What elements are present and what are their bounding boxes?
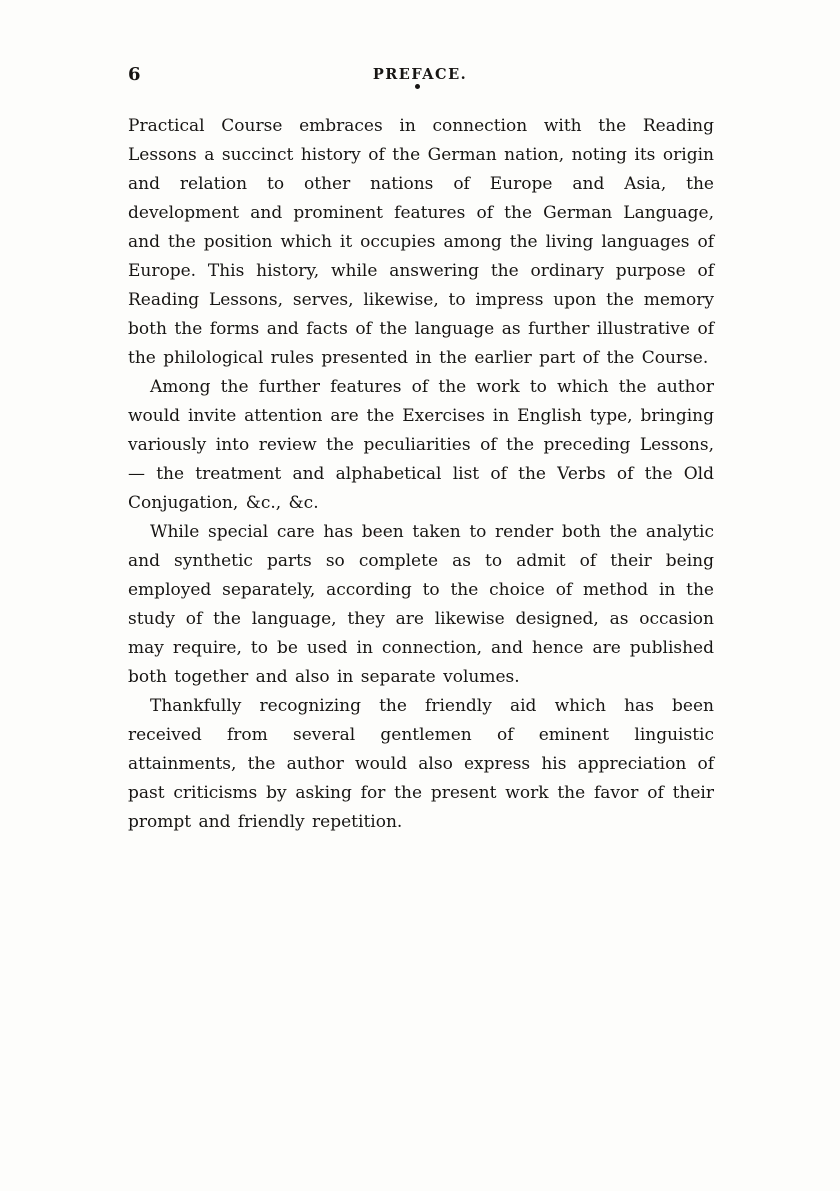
page-number: 6 [128,64,142,85]
paragraph: Practical Course embraces in connection with the Reading Lessons a succinct history of the German nation, noting its origin and relation to other nations of Europe and Asia, the development and prominent features of the German Language, and the position which it occupies among the living languages of Europe. This history, while answering the ordinary purpose of Reading Lessons, serves, likewise, to impress upon the memory both the forms and facts of the language as further illustrative of the philological rules presented in the earlier part of the Course. [128,116,714,368]
page-header [128,64,712,88]
ink-mark [415,84,420,89]
paragraph: Among the further features of the work to which the author would invite attention are the Exercises in English type, bringing variously into review the peculiarities of the preceding Lessons, — the treatment and alphabetical list of the Verbs of the Old Conjugation, &c., &c. [128,377,714,513]
preface-text [128,112,714,837]
running-title: PREFACE. [372,66,468,83]
paragraph: Thankfully recognizing the friendly aid which has been received from several gentlemen of eminent linguistic attainments, the author would also express his appreciation of past criticisms by asking for the present work the favor of their prompt and friendly repetition. [128,696,714,832]
paragraph: While special care has been taken to render both the analytic and synthetic parts so complete as to admit of their being employed separately, according to the choice of method in the study of the language, they are likewise designed, as occasion may require, to be used in connection, and hence are published both together and also in separate volumes. [128,522,714,687]
